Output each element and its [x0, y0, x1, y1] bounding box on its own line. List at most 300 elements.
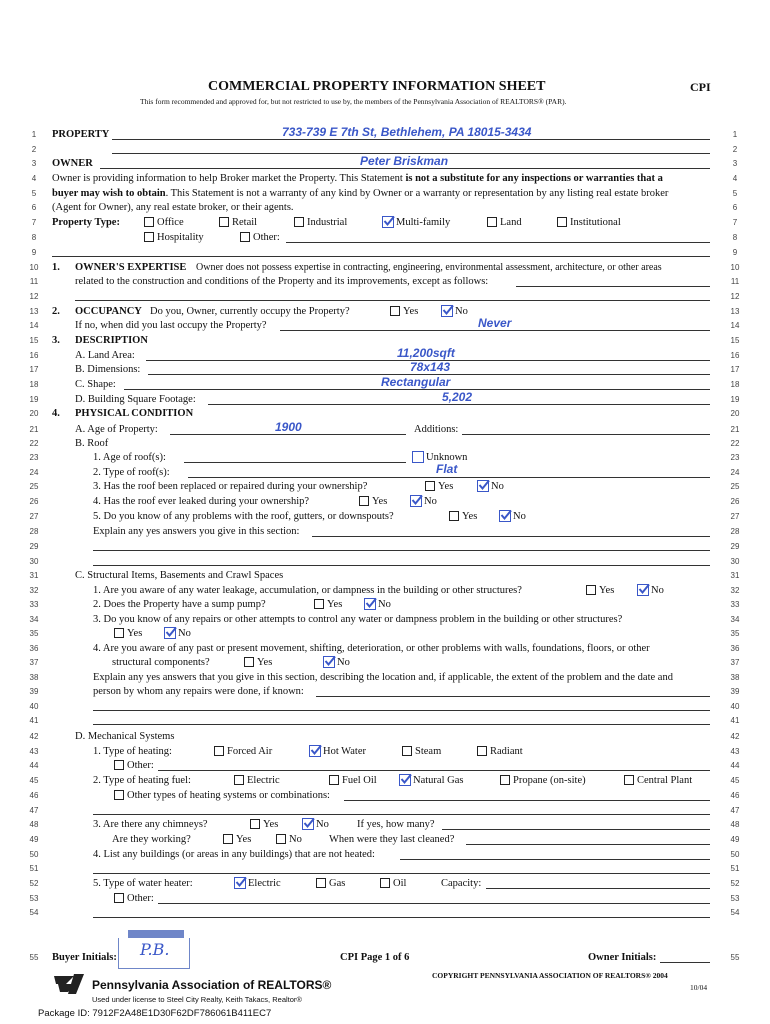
line-number: 22: [730, 439, 740, 448]
last-occupy-value[interactable]: Never: [478, 316, 512, 330]
occupy-yes-label: Yes: [403, 306, 419, 317]
roof-age-label: 1. Age of roof(s):: [93, 452, 166, 463]
s3-head: DESCRIPTION: [75, 335, 148, 346]
fuel-electric-label: Electric: [247, 775, 280, 786]
line-number: 9: [732, 248, 738, 257]
roof-replaced-yes-checkbox[interactable]: [425, 481, 435, 491]
roof-type-line: [188, 477, 710, 478]
roof-age-unknown-label: Unknown: [426, 452, 468, 463]
hot-water-checkbox[interactable]: [309, 745, 321, 757]
dampness-no-label: No: [178, 628, 191, 639]
package-id: Package ID: 7912F2A48E1D30F62DF786061B411EC7: [38, 1008, 272, 1019]
mechanical-head: D. Mechanical Systems: [75, 731, 175, 742]
property-line: [112, 139, 710, 140]
heating-other-checkbox[interactable]: [114, 760, 124, 770]
property-value[interactable]: 733-739 E 7th St, Bethlehem, PA 18015-3434: [282, 125, 532, 139]
dampness-no-checkbox[interactable]: [164, 627, 176, 639]
not-heated-label: 4. List any buildings (or areas in any buildings) that are not heated:: [93, 849, 375, 860]
not-heated-line: [400, 859, 710, 860]
check-icon: [365, 597, 377, 609]
line-number: 41: [29, 716, 39, 725]
intro-line-5: buyer may wish to obtain. This Statement is not a warranty of any kind by Owner or a warranty or representation by any listing real estate broker: [52, 188, 669, 199]
central-plant-label: Central Plant: [637, 775, 693, 786]
line-number: 44: [730, 761, 740, 770]
propane-label: Propane (on-site): [513, 775, 586, 786]
line-number: 48: [730, 820, 740, 829]
fuel-oil-label: Fuel Oil: [342, 775, 377, 786]
line-number: 9: [31, 248, 37, 257]
hospitality-checkbox[interactable]: [144, 232, 154, 242]
line-number: 11: [730, 277, 740, 286]
property-type-label: Property Type:: [52, 217, 120, 228]
radiant-label: Radiant: [490, 746, 523, 757]
industrial-label: Industrial: [307, 217, 348, 228]
capacity-label: Capacity:: [441, 878, 482, 889]
working-no-checkbox[interactable]: [276, 834, 286, 844]
line-number: 32: [730, 586, 740, 595]
line-number: 43: [730, 747, 740, 756]
structural-head: C. Structural Items, Basements and Crawl Spaces: [75, 570, 284, 581]
movement-label: 4. Are you aware of any past or present movement, shifting, deterioration, or other problems with walls, foundations, floors, or other: [93, 643, 650, 654]
sump-pump-no-label: No: [378, 599, 391, 610]
forced-air-checkbox[interactable]: [214, 746, 224, 756]
roof-leaked-no-label: No: [424, 496, 437, 507]
s2-num: 2.: [52, 306, 60, 317]
roof-explain-line: [312, 536, 710, 537]
owner-line: [100, 168, 710, 169]
line-number: 40: [29, 702, 39, 711]
line-number: 27: [29, 512, 39, 521]
line-number: 16: [730, 351, 740, 360]
water-heater-gas-label: Gas: [329, 878, 346, 889]
line-number: 33: [29, 600, 39, 609]
s1-text: Owner does not possess expertise in contracting, engineering, environmental assessment, architecture, or other areas: [196, 262, 662, 273]
line-number: 1: [732, 130, 738, 139]
line-number: 23: [29, 453, 39, 462]
line-number: 35: [730, 629, 740, 638]
owner-initials-label: Owner Initials:: [588, 952, 657, 963]
additions-line: [462, 434, 710, 435]
s1-head: OWNER'S EXPERTISE: [75, 262, 187, 273]
shape-line: [124, 389, 710, 390]
line-number: 39: [730, 687, 740, 696]
natural-gas-label: Natural Gas: [413, 775, 464, 786]
line-number: 18: [730, 380, 740, 389]
line-number: 29: [730, 542, 740, 551]
line-number: 13: [730, 307, 740, 316]
buyer-initials-label: Buyer Initials:: [52, 952, 117, 963]
s2-question: Do you, Owner, currently occupy the Property?: [150, 306, 350, 317]
owner-initials-line: [660, 962, 710, 963]
dampness-repairs-label: 3. Do you know of any repairs or other attempts to control any water or dampness problem in the building or other structures?: [93, 614, 623, 625]
line-47: [93, 814, 710, 815]
check-icon: [383, 215, 395, 227]
chimneys-label: 3. Are there any chimneys?: [93, 819, 208, 830]
water-leak-no-label: No: [651, 585, 664, 596]
owner-value[interactable]: Peter Briskman: [360, 154, 449, 168]
form-title: COMMERCIAL PROPERTY INFORMATION SHEET: [208, 79, 546, 94]
land-area-label: A. Land Area:: [75, 350, 135, 361]
line-number: 52: [29, 879, 39, 888]
line-number: 15: [29, 336, 39, 345]
check-icon: [400, 773, 412, 785]
sump-pump-no-checkbox[interactable]: [364, 598, 376, 610]
water-heater-electric-checkbox[interactable]: [234, 877, 246, 889]
water-heater-other-label: Other:: [127, 893, 154, 904]
form-date: 10/04: [690, 983, 708, 992]
multifamily-checkbox[interactable]: [382, 216, 394, 228]
line-number: 11: [29, 277, 39, 286]
sump-pump-yes-label: Yes: [327, 599, 343, 610]
additions-label: Additions:: [414, 424, 459, 435]
forced-air-label: Forced Air: [227, 746, 273, 757]
roof-leaked-yes-checkbox[interactable]: [359, 496, 369, 506]
check-icon: [324, 655, 336, 667]
line-number: 15: [730, 336, 740, 345]
radiant-checkbox[interactable]: [477, 746, 487, 756]
line-number: 7: [732, 218, 738, 227]
license-text: Used under license to Steel City Realty, Keith Takacs, Realtor®: [92, 995, 302, 1004]
s1-line: [516, 286, 710, 287]
line-51: [93, 873, 710, 874]
line-number: 20: [29, 409, 39, 418]
line-number: 4: [732, 174, 738, 183]
line-number: 44: [29, 761, 39, 770]
other-heating-systems-label: Other types of heating systems or combinations:: [127, 790, 330, 801]
s2-head: OCCUPANCY: [75, 306, 142, 317]
line-number: 42: [29, 732, 39, 741]
s2-question-2: If no, when did you last occupy the Property?: [75, 320, 267, 331]
line-number: 10: [29, 263, 39, 272]
roof-head: B. Roof: [75, 438, 109, 449]
par-logo-text: Pennsylvania Association of REALTORS®: [92, 978, 332, 992]
land-label: Land: [500, 217, 522, 228]
check-icon: [442, 304, 454, 316]
roof-leaked-no-checkbox[interactable]: [410, 495, 422, 507]
line-number: 26: [730, 497, 740, 506]
sump-pump-yes-checkbox[interactable]: [314, 599, 324, 609]
line-number: 50: [29, 850, 39, 859]
line-number: 38: [29, 673, 39, 682]
line-number: 32: [29, 586, 39, 595]
line-number: 37: [730, 658, 740, 667]
line-number: 34: [730, 615, 740, 624]
line-number: 25: [730, 482, 740, 491]
page-indicator: CPI Page 1 of 6: [340, 952, 410, 963]
line-number: 53: [730, 894, 740, 903]
line-number: 31: [29, 571, 39, 580]
line-number: 50: [730, 850, 740, 859]
line-number: 42: [730, 732, 740, 741]
line-number: 43: [29, 747, 39, 756]
line-number: 20: [730, 409, 740, 418]
check-icon: [638, 583, 650, 595]
line-number: 31: [730, 571, 740, 580]
line-number: 47: [730, 806, 740, 815]
line-30: [93, 565, 710, 566]
water-heater-electric-label: Electric: [248, 878, 281, 889]
natural-gas-checkbox[interactable]: [399, 774, 411, 786]
movement-no-checkbox[interactable]: [323, 656, 335, 668]
intro-line-4: Owner is providing information to help Broker market the Property. This Statement is not a substitute for any inspections or warranties that a: [52, 173, 663, 184]
initials-signature: P.B.: [140, 940, 170, 959]
chimneys-no-checkbox[interactable]: [302, 818, 314, 830]
capacity-line: [486, 888, 710, 889]
s4-num: 4.: [52, 408, 60, 419]
line-number: 18: [29, 380, 39, 389]
roof-type-value[interactable]: Flat: [436, 462, 458, 476]
industrial-checkbox[interactable]: [294, 217, 304, 227]
steam-label: Steam: [415, 746, 442, 757]
propane-checkbox[interactable]: [500, 775, 510, 785]
line-number: 36: [730, 644, 740, 653]
retail-checkbox[interactable]: [219, 217, 229, 227]
line-number: 12: [29, 292, 39, 301]
office-checkbox[interactable]: [144, 217, 154, 227]
other-heating-systems-line: [344, 800, 710, 801]
line-number: 5: [31, 189, 37, 198]
shape-label: C. Shape:: [75, 379, 116, 390]
dampness-yes-label: Yes: [127, 628, 143, 639]
water-heater-oil-checkbox[interactable]: [380, 878, 390, 888]
other-type-label: Other:: [253, 232, 280, 243]
line-number: 49: [730, 835, 740, 844]
working-no-label: No: [289, 834, 302, 845]
intro-line-6: (Agent for Owner), any real estate broker, or their agents.: [52, 202, 294, 213]
institutional-label: Institutional: [570, 217, 621, 228]
line-number: 21: [730, 425, 740, 434]
line-number: 17: [730, 365, 740, 374]
line-number: 12: [730, 292, 740, 301]
dimensions-value[interactable]: 78x143: [410, 360, 451, 374]
occupy-no-checkbox[interactable]: [441, 305, 453, 317]
retail-label: Retail: [232, 217, 258, 228]
line-number: 30: [29, 557, 39, 566]
age-property-label: A. Age of Property:: [75, 424, 158, 435]
chimneys-no-label: No: [316, 819, 329, 830]
line-40: [93, 710, 710, 711]
land-checkbox[interactable]: [487, 217, 497, 227]
line-number: 22: [29, 439, 39, 448]
roof-replaced-yes-label: Yes: [438, 481, 454, 492]
roof-age-line: [184, 462, 406, 463]
line-number: 37: [29, 658, 39, 667]
line-9: [52, 256, 710, 257]
line-number: 10: [730, 263, 740, 272]
fuel-oil-checkbox[interactable]: [329, 775, 339, 785]
other-type-checkbox[interactable]: [240, 232, 250, 242]
roof-leaked-yes-label: Yes: [372, 496, 388, 507]
line-number: 51: [29, 864, 39, 873]
movement-yes-label: Yes: [257, 657, 273, 668]
line-number: 34: [29, 615, 39, 624]
line-number: 36: [29, 644, 39, 653]
water-heater-other-line: [158, 903, 710, 904]
par-logo-icon: [52, 972, 86, 996]
s3-num: 3.: [52, 335, 60, 346]
line-number: 33: [730, 600, 740, 609]
line-number: 1: [31, 130, 37, 139]
water-leak-label: 1. Are you aware of any water leakage, accumulation, or dampness in the building or other structures?: [93, 585, 522, 596]
roof-problems-no-checkbox[interactable]: [499, 510, 511, 522]
line-number: 26: [29, 497, 39, 506]
heating-fuel-label: 2. Type of heating fuel:: [93, 775, 191, 786]
s4-head: PHYSICAL CONDITION: [75, 408, 194, 419]
line-number: 52: [730, 879, 740, 888]
s1-num: 1.: [52, 262, 60, 273]
line-number: 5: [732, 189, 738, 198]
structural-explain-line: [316, 696, 710, 697]
line-number: 54: [29, 908, 39, 917]
line-number: 6: [31, 203, 37, 212]
s1-text-2: related to the construction and conditions of the Property and its improvements, except as follows:: [75, 276, 489, 287]
check-icon: [310, 744, 322, 756]
dampness-yes-checkbox[interactable]: [114, 628, 124, 638]
line-number: 23: [730, 453, 740, 462]
roof-leaked-label: 4. Has the roof ever leaked during your ownership?: [93, 496, 310, 507]
line-number: 13: [29, 307, 39, 316]
building-sqft-line: [208, 404, 710, 405]
line-number: 41: [730, 716, 740, 725]
line-number: 45: [730, 776, 740, 785]
movement-yes-checkbox[interactable]: [244, 657, 254, 667]
building-sqft-label: D. Building Square Footage:: [75, 394, 196, 405]
line-number: 55: [29, 953, 39, 962]
water-leak-yes-checkbox[interactable]: [586, 585, 596, 595]
check-icon: [478, 479, 490, 491]
line-number: 46: [29, 791, 39, 800]
line-12: [75, 300, 710, 301]
water-heater-other-checkbox[interactable]: [114, 893, 124, 903]
steam-checkbox[interactable]: [402, 746, 412, 756]
line-number: 46: [730, 791, 740, 800]
water-leak-yes-label: Yes: [599, 585, 615, 596]
line-number: 24: [29, 468, 39, 477]
owner-label: OWNER: [52, 158, 93, 169]
hot-water-label: Hot Water: [323, 746, 366, 757]
line-number: 28: [29, 527, 39, 536]
line-number: 8: [31, 233, 37, 242]
sump-pump-label: 2. Does the Property have a sump pump?: [93, 599, 266, 610]
roof-problems-yes-checkbox[interactable]: [449, 511, 459, 521]
shape-value[interactable]: Rectangular: [381, 375, 451, 389]
movement-no-label: No: [337, 657, 350, 668]
line-number: 55: [730, 953, 740, 962]
last-occupy-line: [280, 330, 710, 331]
roof-age-unknown-checkbox[interactable]: [412, 451, 424, 463]
water-heater-gas-checkbox[interactable]: [316, 878, 326, 888]
roof-problems-yes-label: Yes: [462, 511, 478, 522]
property-label: PROPERTY: [52, 129, 110, 140]
line-number: 38: [730, 673, 740, 682]
line-number: 19: [730, 395, 740, 404]
line-number: 29: [29, 542, 39, 551]
line-54: [93, 917, 710, 918]
check-icon: [303, 817, 315, 829]
heating-type-label: 1. Type of heating:: [93, 746, 172, 757]
line-41: [93, 724, 710, 725]
multifamily-label: Multi-family: [396, 217, 451, 228]
central-plant-checkbox[interactable]: [624, 775, 634, 785]
line-number: 2: [31, 145, 37, 154]
line-number: 51: [730, 864, 740, 873]
how-many-line: [442, 829, 710, 830]
line-number: 40: [730, 702, 740, 711]
line-number: 17: [29, 365, 39, 374]
water-heater-oil-label: Oil: [393, 878, 407, 889]
line-number: 25: [29, 482, 39, 491]
chimneys-yes-checkbox[interactable]: [250, 819, 260, 829]
line-number: 24: [730, 468, 740, 477]
line-number: 19: [29, 395, 39, 404]
line-number: 8: [732, 233, 738, 242]
line-number: 39: [29, 687, 39, 696]
check-icon: [165, 626, 177, 638]
age-property-line: [170, 434, 406, 435]
line-number: 54: [730, 908, 740, 917]
office-label: Office: [157, 217, 184, 228]
copyright-text: COPYRIGHT PENNSYLVANIA ASSOCIATION OF REALTORS® 2004: [432, 971, 668, 980]
water-leak-no-checkbox[interactable]: [637, 584, 649, 596]
institutional-checkbox[interactable]: [557, 217, 567, 227]
buyer-initials-stamp[interactable]: [118, 930, 190, 970]
working-yes-label: Yes: [236, 834, 252, 845]
structural-explain: Explain any yes answers that you give in this section, describing the location and, if applicable, the extent of the problem and the date and: [93, 672, 673, 683]
occupy-no-label: No: [455, 306, 468, 317]
building-sqft-value[interactable]: 5,202: [442, 390, 473, 404]
line-number: 2: [732, 145, 738, 154]
stamp-top-bar: [128, 930, 184, 938]
check-icon: [235, 876, 247, 888]
last-cleaned-line: [466, 844, 710, 845]
line-number: 49: [29, 835, 39, 844]
roof-replaced-no-label: No: [491, 481, 504, 492]
working-label: Are they working?: [112, 834, 191, 845]
dimensions-label: B. Dimensions:: [75, 364, 141, 375]
line-number: 30: [730, 557, 740, 566]
occupy-yes-checkbox[interactable]: [390, 306, 400, 316]
structural-explain-2: person by whom any repairs were done, if known:: [93, 686, 304, 697]
roof-problems-label: 5. Do you know of any problems with the roof, gutters, or downspouts?: [93, 511, 394, 522]
line-number: 14: [730, 321, 740, 330]
how-many-label: If yes, how many?: [357, 819, 435, 830]
line-number: 21: [29, 425, 39, 434]
line-29: [93, 550, 710, 551]
fuel-electric-checkbox[interactable]: [234, 775, 244, 785]
line-number: 27: [730, 512, 740, 521]
line-number: 48: [29, 820, 39, 829]
roof-type-label: 2. Type of roof(s):: [93, 467, 170, 478]
line-number: 35: [29, 629, 39, 638]
line-number: 6: [732, 203, 738, 212]
movement-label-2: structural components?: [112, 657, 210, 668]
other-heating-systems-checkbox[interactable]: [114, 790, 124, 800]
line-number: 16: [29, 351, 39, 360]
roof-replaced-no-checkbox[interactable]: [477, 480, 489, 492]
roof-problems-no-label: No: [513, 511, 526, 522]
line-number: 7: [31, 218, 37, 227]
heating-other-label: Other:: [127, 760, 154, 771]
hospitality-label: Hospitality: [157, 232, 204, 243]
other-type-line: [286, 242, 710, 243]
working-yes-checkbox[interactable]: [223, 834, 233, 844]
line-number: 28: [730, 527, 740, 536]
check-icon: [411, 494, 423, 506]
land-area-value[interactable]: 11,200sqft: [397, 346, 455, 360]
heating-other-line: [158, 770, 710, 771]
line-number: 3: [732, 159, 738, 168]
age-property-value[interactable]: 1900: [275, 420, 302, 434]
